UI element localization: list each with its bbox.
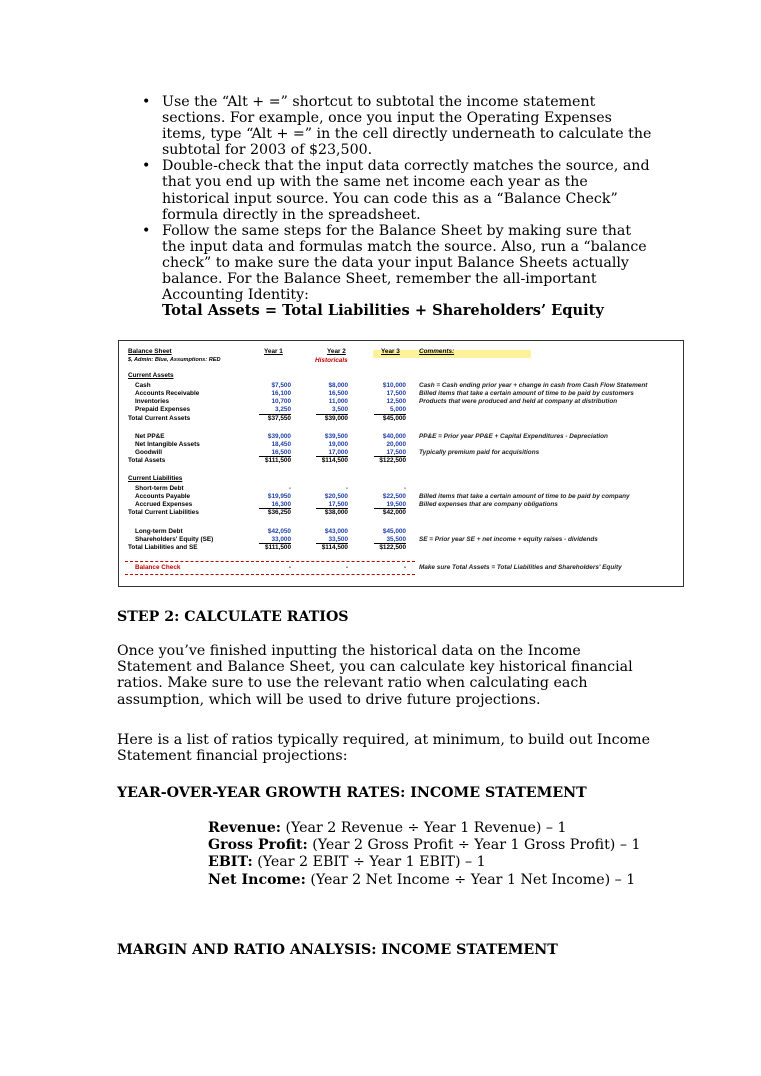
sheet-row-label: Shareholders' Equity (SE) [135, 536, 214, 543]
step2-heading: STEP 2: CALCULATE RATIOS [117, 609, 349, 625]
sheet-row-label: Long-term Debt [135, 528, 183, 535]
sheet-row-comment: Billed items that take a certain amount of time to be paid by customers [419, 390, 634, 397]
sheet-cell-value: 17,500 [386, 390, 406, 397]
sheet-cell-value: - [345, 564, 348, 571]
sheet-cell-value: $111,500 [265, 457, 291, 464]
sheet-row-label: Inventories [135, 398, 170, 405]
sheet-cell-value: - [288, 485, 291, 492]
sheet-cell-value: $45,000 [382, 528, 406, 535]
subtotal-rule [374, 543, 406, 544]
formula-name: EBIT: [208, 854, 253, 871]
sheet-cell-value: $39,000 [267, 433, 291, 440]
sheet-cell-value: 5,000 [390, 406, 406, 413]
sheet-cell-value: $10,000 [382, 382, 406, 389]
formula-text: (Year 2 Revenue ÷ Year 1 Revenue) – 1 [280, 820, 567, 836]
formula-name: Gross Profit: [208, 837, 308, 854]
formula-text: (Year 2 Gross Profit ÷ Year 1 Gross Profit) – 1 [307, 837, 641, 854]
sheet-cell-value: 17,500 [328, 501, 348, 508]
sheet-cell-value: $22,500 [382, 493, 406, 500]
sheet-cell-value: $39,500 [324, 433, 348, 440]
col-header-year2: Year 2 [327, 348, 346, 355]
sheet-row-label: Net PP&E [135, 433, 165, 440]
sheet-subtitle: $, Admin: Blue, Assumptions: RED [128, 357, 221, 363]
sheet-cell-value: 16,300 [271, 501, 291, 508]
sheet-cell-value: 20,000 [386, 441, 406, 448]
sheet-row-comment: PP&E = Prior year PP&E + Capital Expenditures - Depreciation [419, 433, 608, 440]
sheet-row-label: Balance Check [135, 564, 181, 571]
subtotal-rule [374, 508, 406, 509]
subtotal-rule [316, 508, 348, 509]
sheet-cell-value: 17,500 [386, 449, 406, 456]
bullet-item: • Use the “Alt + =” shortcut to subtotal the income statement sections. For example, once you input the Operating Expenses items, type “Alt + =” in the cell directly underneath to calculate the subtotal for 2003 of $23,500. [142, 94, 652, 158]
balance-check-border [125, 561, 415, 562]
sheet-cell-value: $42,000 [382, 509, 406, 516]
sheet-cell-value: $8,000 [328, 382, 348, 389]
margin-heading: MARGIN AND RATIO ANALYSIS: INCOME STATEMENT [117, 942, 558, 958]
bullet-item: • Double-check that the input data correctly matches the source, and that you end up with the same net income each year as the historical input source. You can code this as a “Balance Check” formula directly in the spreadsheet. [142, 158, 652, 222]
sheet-row-comment: Cash = Cash ending prior year + change in cash from Cash Flow Statement [419, 382, 648, 389]
sheet-cell-value: 35,500 [386, 536, 406, 543]
formula-revenue [208, 820, 640, 837]
balance-sheet-screenshot [118, 340, 684, 587]
formula-ebit [208, 854, 640, 871]
sheet-cell-value: $19,950 [267, 493, 291, 500]
sheet-cell-value: - [288, 564, 291, 571]
sheet-cell-value: 19,000 [328, 441, 348, 448]
formula-net-income [208, 872, 640, 889]
sheet-cell-value: $42,050 [267, 528, 291, 535]
step2-paragraph-2: Here is a list of ratios typically required, at minimum, to build out Income Statement financial projections: [117, 732, 650, 765]
sheet-cell-value: 17,000 [328, 449, 348, 456]
col-header-year1: Year 1 [264, 348, 283, 355]
sheet-row-label: Net Intangible Assets [135, 441, 200, 448]
subtotal-rule [259, 456, 291, 457]
sheet-cell-value: 16,500 [328, 390, 348, 397]
col-header-year3: Year 3 [381, 348, 400, 355]
formula-name: Revenue: [208, 820, 281, 836]
historicals-label: Historicals [315, 357, 348, 364]
sheet-cell-value: $114,500 [321, 544, 348, 551]
sheet-cell-value: $20,500 [324, 493, 348, 500]
sheet-row-label: Accrued Expenses [135, 501, 193, 508]
accounting-identity: Total Assets = Total Liabilities + Shareholders’ Equity [162, 302, 604, 320]
subtotal-rule [259, 414, 291, 415]
subtotal-rule [259, 543, 291, 544]
sheet-title: Balance Sheet [128, 348, 172, 355]
subtotal-rule [316, 414, 348, 415]
sheet-cell-value: 12,500 [386, 398, 406, 405]
sheet-cell-value: $114,500 [321, 457, 348, 464]
sheet-cell-value: $40,000 [382, 433, 406, 440]
sheet-cell-value: $38,000 [324, 509, 348, 516]
sheet-cell-value: $36,250 [267, 509, 291, 516]
sheet-cell-value: $7,500 [271, 382, 291, 389]
sheet-row-label: Cash [135, 382, 151, 389]
sheet-cell-value: 16,100 [271, 390, 291, 397]
step2-paragraph-1: Once you’ve finished inputting the historical data on the Income Statement and Balance Sheet, you can calculate key historical financial ratios. Make sure to use the relevant ratio when calculating each assumption, which will be used to drive future projections. [117, 643, 633, 708]
sheet-row-label: Accounts Payable [135, 493, 191, 500]
bullet-item [142, 223, 652, 320]
subtotal-rule [316, 456, 348, 457]
subtotal-rule [374, 456, 406, 457]
instruction-bullet-list [142, 94, 652, 319]
sheet-row-label: Short-term Debt [135, 485, 184, 492]
yoy-heading: YEAR-OVER-YEAR GROWTH RATES: INCOME STATEMENT [117, 785, 587, 801]
sheet-cell-value: $43,000 [324, 528, 348, 535]
sheet-cell-value: 33,000 [271, 536, 291, 543]
sheet-cell-value: $37,550 [267, 415, 291, 422]
growth-formulas [208, 820, 640, 889]
sheet-cell-value: 19,500 [386, 501, 406, 508]
sheet-cell-value: - [403, 485, 406, 492]
sheet-row-label: Goodwill [135, 449, 162, 456]
sheet-row-label: Prepaid Expenses [135, 406, 191, 413]
sheet-row-comment: SE = Prior year SE + net income + equity raises - dividends [419, 536, 598, 543]
formula-name: Net Income: [208, 871, 306, 888]
sheet-row-comment: Billed expenses that are company obligations [419, 501, 558, 508]
sheet-row-comment: Products that were produced and held at company at distribution [419, 398, 618, 405]
sheet-cell-value: 18,450 [271, 441, 291, 448]
sheet-row-label: Accounts Receivable [135, 390, 200, 397]
sheet-row-comment: Billed items that take a certain amount of time to be paid by company [419, 493, 630, 500]
sheet-cell-value: 10,700 [271, 398, 291, 405]
sheet-cell-value: 33,500 [328, 536, 348, 543]
sheet-row-label: Total Assets [128, 457, 166, 464]
balance-check-border [125, 574, 415, 575]
sheet-cell-value: 16,500 [271, 449, 291, 456]
subtotal-rule [374, 414, 406, 415]
formula-text: (Year 2 Net Income ÷ Year 1 Net Income) – 1 [305, 871, 636, 888]
sheet-row-label: Total Current Liabilities [128, 509, 199, 516]
sheet-row-comment: Typically premium paid for acquisitions [419, 449, 540, 456]
sheet-cell-value: $39,000 [324, 415, 348, 422]
sheet-cell-value: 11,000 [328, 398, 348, 405]
comments-header: Comments: [419, 348, 455, 355]
sheet-cell-value: - [345, 485, 348, 492]
sheet-row-comment: Make sure Total Assets = Total Liabilities and Shareholders' Equity [419, 564, 622, 571]
sheet-row-label: Current Assets [128, 372, 174, 379]
bullet-text: Follow the same steps for the Balance Sheet by making sure that the input data and formulas match the source. Also, run a “balance check” to make sure the data your input Balance Sheets actually balance. For the Balance Sheet, remember the all-important Accounting Identity: [162, 222, 647, 304]
sheet-row-label: Current Liabilities [128, 475, 183, 482]
sheet-cell-value: 3,250 [275, 406, 291, 413]
sheet-cell-value: $122,500 [379, 544, 406, 551]
sheet-row-label: Total Liabilities and SE [128, 544, 198, 551]
sheet-row-label: Total Current Assets [128, 415, 191, 422]
sheet-cell-value: $122,500 [379, 457, 406, 464]
subtotal-rule [316, 543, 348, 544]
sheet-cell-value: $45,000 [382, 415, 406, 422]
formula-text: (Year 2 EBIT ÷ Year 1 EBIT) – 1 [252, 854, 486, 871]
formula-gross-profit [208, 837, 640, 854]
subtotal-rule [259, 508, 291, 509]
sheet-cell-value: $111,500 [265, 544, 291, 551]
sheet-cell-value: - [403, 564, 406, 571]
sheet-cell-value: 3,500 [332, 406, 348, 413]
